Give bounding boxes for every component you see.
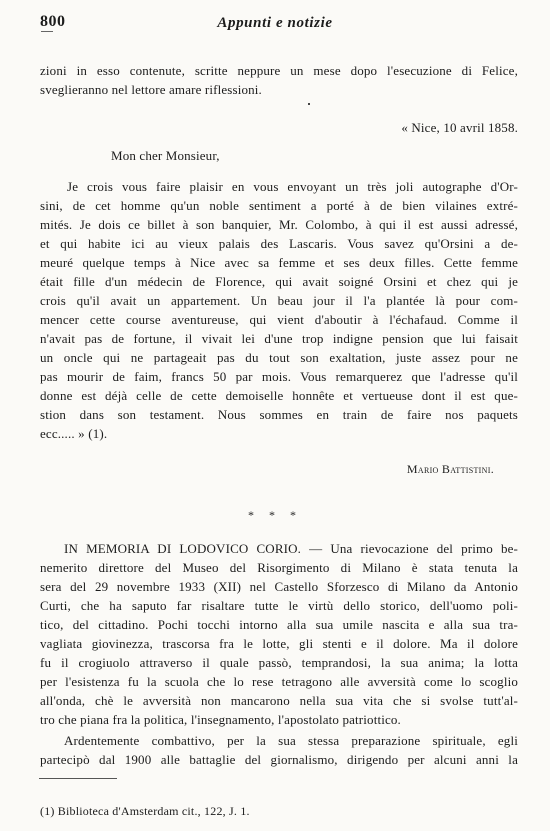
letter-salutation: Mon cher Monsieur, [111,148,220,163]
footnote: (1) Biblioteca d'Amsterdam cit., 122, J. 1. [40,804,250,818]
letter-line: était fille d'un médecin de Florence, qui avait soigné Orsini et chez qui je [40,274,518,289]
signature: Mario Battistini. [406,462,494,476]
letter-line: stion dans son testament. Nous sommes en train de faire nos paquets [40,407,518,422]
article-line: Ardentemente combattivo, per la sua stessa preparazione spirituale, egli [64,733,518,748]
letter-dateline: « Nice, 10 avril 1858. [401,120,518,135]
letter-line: un oncle qui ne partageait pas du tout son exaltation, juste assez pour ne [40,350,518,365]
letter-line: meuré quelque temps à Nice avec sa femme et ses deux filles. Cette femme [40,255,518,270]
article-line: tico, del cittadino. Pochi tocchi intorno alla sua umile nascita e alla sua tra- [40,617,518,632]
footnote-rule [39,778,117,779]
article-line: Curti, che ha saputo far risaltare tutte le virtù dello storico, dell'uomo poli- [40,598,518,613]
article-line: per l'esistenza fu la scuola che lo rese tetragono alle avversità come lo scoglio [40,674,518,689]
page-number: 800 [40,13,66,30]
letter-line: et qui habite ici au vieux palais des Lascaris. Vous savez qu'Orsini a de- [40,236,518,251]
article-line: nemerito direttore del Museo del Risorgimento di Milano è stata tenuta la [40,560,518,575]
article-line: tro che piana fra la politica, l'insegnamento, l'apostolato patriottico. [40,712,401,727]
article-line: vagliata giovinezza, trascorsa fra le lotte, gli stenti e il dolore. Ma il dolore [40,636,518,651]
stray-mark [308,103,310,105]
letter-line: donne est déjà celle de cette demoiselle honnête et vertueuse dont il est que- [40,388,518,403]
letter-line: crois qu'il avait un appartement. Un beau jour il l'a plantée là pour com- [40,293,518,308]
letter-line: sini, de cet homme qu'un noble sentiment a porté à de bien vilaines extré- [40,198,518,213]
intro-line: sveglieranno nel lettore amare riflessioni. [40,82,262,97]
letter-line: n'avait pas de fortune, il vivait lei d'une trop indigne pension que lui faisait [40,331,518,346]
letter-line: Je crois vous faire plaisir en vous envoyant un très joli autographe d'Or- [67,179,518,194]
article-line: fu il crogiuolo attraverso il quale passò, temprandosi, la sua anima; la lotta [40,655,518,670]
article-line: sera del 29 novembre 1933 (XII) nel Castello Sforzesco di Milano da Antonio [40,579,518,594]
intro-line: zioni in esso contenute, scritte neppure un mese dopo l'esecuzione di Felice, [40,63,518,78]
letter-line: mités. Je dois ce billet à son banquier, Mr. Colombo, à qui il est aussi adressé, [40,217,518,232]
article-line: all'onda, chè le avversità non mancarono nella sua vita che si svolse tutt'al- [40,693,518,708]
header-mark [41,31,53,32]
article-line: IN MEMORIA DI LODOVICO CORIO. — Una rievocazione del primo be- [64,541,518,556]
letter-line: pas mourir de faim, francs 50 par mois. Vous remarquerez que l'adresse qu'il [40,369,518,384]
letter-closing: ecc..... » (1). [40,426,108,441]
running-title: Appunti e notizie [217,15,333,31]
article-line: partecipò dal 1900 alle battaglie del giornalismo, dirigendo per alcuni anni la [40,752,518,767]
letter-line: mencer cette course aventureuse, qui vient d'aboutir à l'échafaud. Comme il [40,312,518,327]
section-separator: * * * [248,508,302,522]
